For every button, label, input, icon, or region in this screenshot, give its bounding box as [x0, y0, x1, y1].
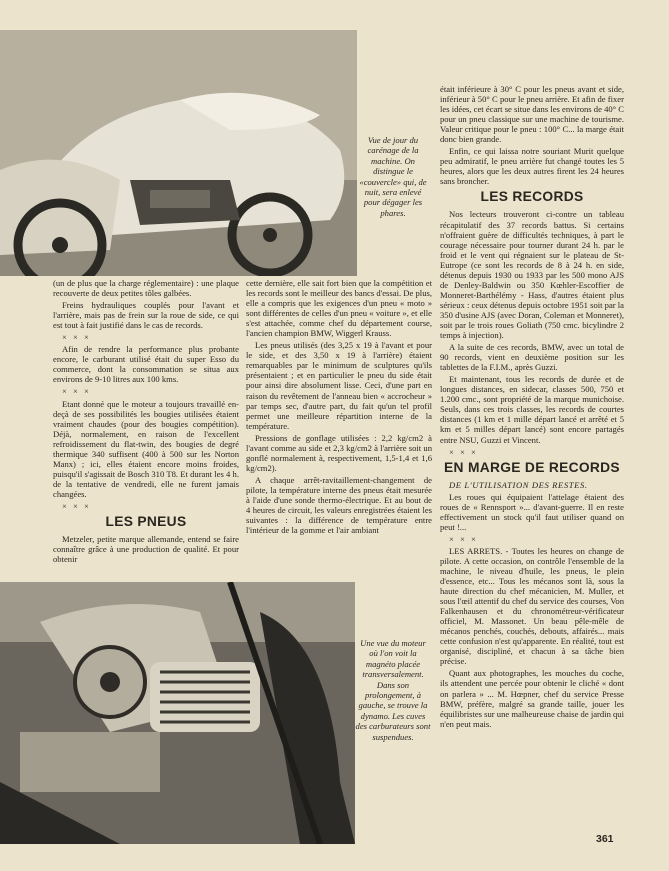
page-number: 361	[596, 833, 614, 845]
col1-paragraph-2: Freins hydrauliques couplés pour l'avant et l'arrière, mais pas de frein sur la roue de side, ce qui est tout à fait justifié dans le cas de records.	[53, 300, 239, 331]
column-2	[246, 278, 432, 537]
engine-illustration	[0, 582, 355, 844]
col2-paragraph-1: cette dernière, elle sait fort bien que la compétition et les records sont le meilleur des bancs d'essai. De plus, elle a compris que les exigences d'un pneu « moto » sont différentes de celles d'un pneu « voiture », et elle s'est attachée, comme chef du département course, l'ancien champion BMW, Wiggerl Krauss.	[246, 278, 432, 339]
photo-engine	[0, 582, 355, 844]
heading-les-pneus: LES PNEUS	[105, 514, 187, 530]
photo-fairing-caption: Vue de jour du carénage de la machine. On distingue le «couvercle» qui, de nuit, sera enlevé pour dégager les phares.	[359, 135, 427, 218]
section-separator: × × ×	[62, 332, 91, 343]
photo-fairing	[0, 30, 357, 276]
subheading-utilisation-des-restes: DE L'UTILISATION DES RESTES.	[449, 479, 588, 490]
section-separator: × × ×	[449, 446, 478, 457]
col3-paragraph-4: A la suite de ces records, BMW, avec un total de 90 records, vient en deuxième position sur les tablettes de la F.I.M., après Guzzi.	[440, 342, 624, 373]
column-1	[53, 278, 239, 566]
col1-paragraph-4: Etant donné que le moteur a toujours travaillé en-deçà de ses possibilités les bougies utilisées étaient vraiment chaudes (pour des bougies compétition). Déjà, normalement, en raison de l'excellent refroidissement du flat-twin, des bougies de degré thermique 340 suffisent (400 à 500 sur les Norton Manx) ; ici, elles étaient encore moins froides, puisqu'il s'agissait de Bosch 310 T8. Et durant les 4 h. de la tentative de vendredi, elle ne furent jamais changées.	[53, 398, 239, 499]
col3-paragraph-6: Les roues qui équipaient l'attelage étaient des roues de « Rennsport »... d'avant-guerre. Il en reste effectivement un stock qu'il faut utiliser quand on peut !...	[440, 491, 624, 532]
col3-paragraph-1: était inférieure à 30° C pour les pneus avant et side, inférieur à 50° C pour le pneu arrière. Et afin de fixer les idées, cet écart se situe dans les environs de 40° C pour un pneu classique sur une machine de tourisme. Valeur critique pour le pneu : 100° C... la marge était donc bien grande.	[440, 84, 624, 145]
column-3	[440, 84, 624, 731]
col2-paragraph-4: A chaque arrêt-ravitaillement-changement de pilote, la température interne des pneus était mesurée à l'aide d'une sonde thermo-électrique. Et au bout de 4 heures de circuit, les valeurs enregistrées étaient les suivantes : la différence de température entre l'intérieur de la gomme et l'air ambiant	[246, 474, 432, 536]
col2-paragraph-3: Pressions de gonflage utilisées : 2,2 kg/cm2 à l'avant comme au side et 2,3 kg/cm2 à l'arrière soit un gonflé normalement à, respectivement, 1,5-1,4 et 1,6 kg/cm2).	[246, 432, 432, 473]
col3-paragraph-3: Nos lecteurs trouveront ci-contre un tableau récapitulatif des 37 records battus. Si certains n'offraient guère de difficultés techniques, à part le courage nécessaire pour tourner durant 24 h. par le froid et le vent qui régnaient sur le plateau de St-Eutrope (ce sont les records de 8 à 24 h. en side, détenus depuis 1930 ou 1933 par les 500 mono AJS de Denley-Baldwin ou 350 Kœhler-Escoffier de Monneret-Barthélémy - Hass, d'autres étaient plus sérieux : ceux détenus depuis octobre 1951 soit par la 350 d'usine AJS (avec Doran, Coleman et Monneret), soit par le trois roues Goliath (750 cmc. bicylindre 2 temps à injection).	[440, 209, 624, 341]
heading-les-records: LES RECORDS	[480, 189, 584, 205]
section-separator: × × ×	[62, 500, 91, 511]
col3-paragraph-2: Enfin, ce qui laissa notre souriant Murit quelque peu admiratif, le pneu arrière fut changé toutes les 5 heures, alors que les deux autres firent les 24 heures sans broncher.	[440, 146, 624, 187]
col1-paragraph-3: Afin de rendre la performance plus probante encore, le carburant utilisé était du super Esso du commerce, dont la consommation se situa aux environs de 9-10 litres aux 100 kms.	[53, 344, 239, 385]
fairing-illustration	[0, 30, 357, 276]
col1-paragraph-5: Metzeler, petite marque allemande, entend se faire connaître grâce à une production de qualité. Et pour obtenir	[53, 534, 239, 565]
col3-paragraph-7: LES ARRETS. - Toutes les heures on change de pilote. A cette occasion, on contrôle l'ensemble de la machine, le niveau d'huile, les pneus, le plein d'essence, etc... Tous les mécanos sont là, sous la haute direction du chef mécanicien, M. Muller, et sous l'œil attentif du chef du service des courses, Von Falkenhausen et du chronométreur-vérificateur officiel, M. Massonet. Un beau pêle-mêle de mécanos penchés, couchés, debouts, affairés... mais cette confusion n'est qu'apparente. En réalité, tout est organisé, discipliné, et chacun à sa tâche bien précise.	[440, 545, 624, 667]
heading-en-marge-de-records: EN MARGE DE RECORDS	[444, 459, 620, 475]
section-separator: × × ×	[62, 386, 91, 397]
col3-paragraph-8: Quant aux photographes, les mouches du coche, ils attendent une percée pour obtenir le cliché « dont on parlera » ... M. Hœpner, chef du service Presse BMW, préfère, malgré sa grande taille, jouer les équilibristes sur une malheureuse chaise de jardin qui n'en peut mais.	[440, 668, 624, 729]
col1-paragraph-1: (un de plus que la charge réglementaire) : une plaque recouverte de deux petites tôles galbées.	[53, 278, 239, 299]
section-separator: × × ×	[449, 533, 478, 544]
col3-paragraph-5: Et maintenant, tous les records de durée et de longues distances, en sidecar, classes 500, 750 et 1.200 cmc., sont propriété de la marque munichoise. Seuls, dans ces trois classes, les records de courtes distances (1 km et 1 mille départ lancé et arrêté et 5 km et 5 milles départ lancé) sont encore partagés entre NSU, Guzzi et Vincent.	[440, 374, 624, 445]
col2-paragraph-2: Les pneus utilisés (des 3,25 x 19 à l'avant et pour le side, et des 3,50 x 19 à l'arrière) étaient remarquables par le minimum de sculptures qu'ils présentaient ; et en particulier le pneu du side était pour ainsi dire absolument lisse. Ceci, d'une part en raison du revêtement de l'anneau bien « accrocheur » par temps sec, d'autre part, du fait qu'un tel profil permet une meilleure répartition interne de la température.	[246, 340, 432, 431]
photo-engine-caption: Une vue du moteur où l'on voit la magnéto placée transversalement. Dans son prolongement, à gauche, se trouve la dynamo. Les cuves des carburateurs sont suspendues.	[355, 638, 431, 742]
